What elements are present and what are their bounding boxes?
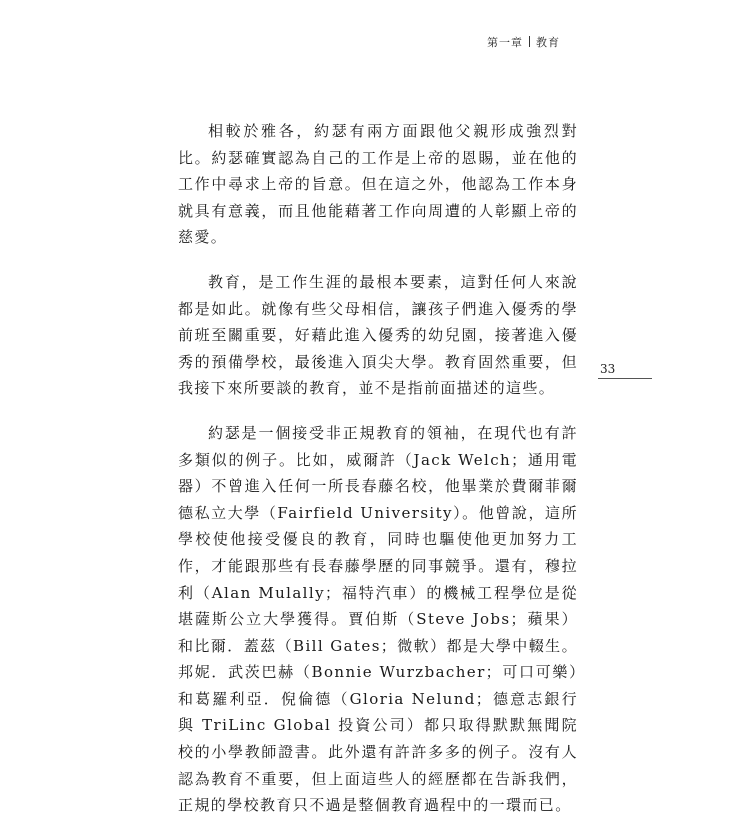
body-text bbox=[178, 118, 578, 837]
header-divider bbox=[529, 36, 530, 47]
page-number: 33 bbox=[600, 362, 616, 376]
running-header bbox=[487, 34, 560, 50]
chapter-label: 第一章 bbox=[487, 36, 523, 49]
paragraph-2: 教育，是工作生涯的最根本要素，這對任何人來說都是如此。就像有些父母相信，讓孩子們進入優秀的學前班至關重要，好藉此進入優秀的幼兒園，接著進入優秀的預備學校，最後進入頂尖大學。教育固然重要，但我接下來所要談的教育，並不是指前面描述的這些。 bbox=[178, 272, 578, 398]
chapter-title: 教育 bbox=[536, 36, 560, 49]
page-number-rule bbox=[598, 378, 652, 379]
paragraph-1: 相較於雅各，約瑟有兩方面跟他父親形成強烈對比。約瑟確實認為自己的工作是上帝的恩賜，並在他的工作中尋求上帝的旨意。但在這之外，他認為工作本身就具有意義，而且他能藉著工作向周遭的人彰顯上帝的慈愛。 bbox=[178, 122, 578, 247]
paragraph-3: 約瑟是一個接受非正規教育的領袖，在現代也有許多類似的例子。比如，威爾許（Jack Welch；通用電器）不曾進入任何一所長春藤名校，他畢業於費爾菲爾德私立大學（Fairfield University）。他曾說，這所學校使他接受優良的教育，同時也驅使他更加努力工作，才能跟那些有長春藤學歷的同事競爭。還有，穆拉利（Alan Mulally；福特汽車）的機械工程學位是從堪薩斯公立大學獲得。賈伯斯（Steve Jobs；蘋果）和比爾．蓋茲（Bill Gates；微軟）都是大學中輟生。邦妮．武茨巴赫（Bonnie Wurzbacher；可口可樂）和葛羅利亞．倪倫德（Gloria Nelund；德意志銀行與 TriLinc Global 投資公司）都只取得默默無聞院校的小學教師證書。此外還有許許多多的例子。沒有人認為教育不重要，但上面這些人的經歷都在告訴我們，正規的學校教育只不過是整個教育過程中的一環而已。 bbox=[178, 423, 578, 815]
